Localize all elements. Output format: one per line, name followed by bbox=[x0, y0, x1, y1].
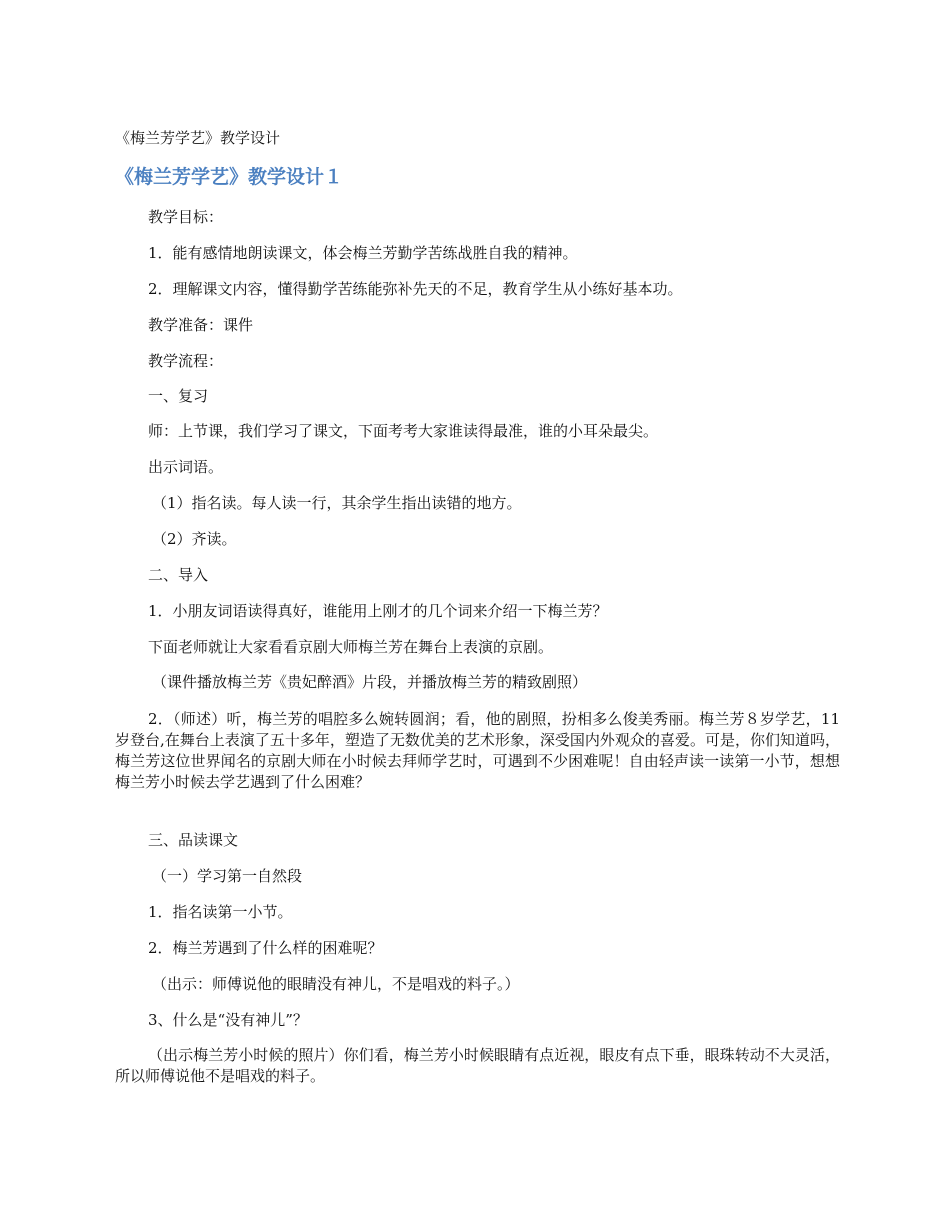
paragraph: 教学目标： bbox=[148, 208, 224, 226]
paragraph: 出示词语。 bbox=[148, 458, 224, 476]
paragraph: 2．理解课文内容，懂得勤学苦练能弥补先天的不足，教育学生从小练好基本功。 bbox=[148, 280, 683, 298]
paragraph: 1．能有感情地朗读课文，体会梅兰芳勤学苦练战胜自我的精神。 bbox=[148, 244, 578, 262]
paragraph: （课件播放梅兰芳《贵妃醉酒》片段，并播放梅兰芳的精致剧照） bbox=[152, 673, 588, 691]
paragraph: 教学准备：课件 bbox=[148, 316, 254, 334]
paragraph: 三、品读课文 bbox=[148, 831, 239, 849]
paragraph: （2）齐读。 bbox=[152, 530, 237, 548]
paragraph: （一）学习第一自然段 bbox=[152, 867, 303, 885]
paragraph: （1）指名读。每人读一行，其余学生指出读错的地方。 bbox=[152, 494, 522, 512]
paragraph: 2．梅兰芳遇到了什么样的困难呢？ bbox=[148, 939, 383, 957]
document-title: 《梅兰芳学艺》教学设计 bbox=[115, 129, 281, 147]
paragraph: 师：上节课，我们学习了课文，下面考考大家谁读得最准，谁的小耳朵最尖。 bbox=[148, 422, 659, 440]
paragraph: 下面老师就让大家看看京剧大师梅兰芳在舞台上表演的京剧。 bbox=[148, 638, 554, 656]
paragraph: 3、什么是“没有神儿”？ bbox=[148, 1011, 308, 1029]
section-heading: 《梅兰芳学艺》教学设计１ bbox=[115, 166, 344, 188]
paragraph-block: （出示梅兰芳小时候的照片）你们看，梅兰芳小时候眼睛有点近视，眼皮有点下垂，眼珠转动不大灵活，所以师傅说他不是唱戏的料子。 bbox=[115, 1046, 840, 1085]
paragraph: 1．小朋友词语读得真好，谁能用上刚才的几个词来介绍一下梅兰芳？ bbox=[148, 602, 608, 620]
paragraph: 1．指名读第一小节。 bbox=[148, 903, 293, 921]
paragraph: 一、复习 bbox=[148, 387, 209, 405]
paragraph-block: 2．（师述）听，梅兰芳的唱腔多么婉转圆润；看，他的剧照，扮相多么俊美秀丽。梅兰芳８岁学艺，11岁登台,在舞台上表演了五十多年，塑造了无数优美的艺术形象，深受国内外观众的喜爱。可是，你们知道吗，梅兰芳这位世界闻名的京剧大师在小时候去拜师学艺时，可遇到不少困难呢！自由轻声读一读第一小节，想想梅兰芳小时候去学艺遇到了什么困难？ bbox=[115, 710, 840, 791]
paragraph: 教学流程： bbox=[148, 352, 224, 370]
paragraph: 二、导入 bbox=[148, 566, 209, 584]
paragraph: （出示：师傅说他的眼睛没有神儿，不是唱戏的料子。） bbox=[152, 975, 520, 993]
